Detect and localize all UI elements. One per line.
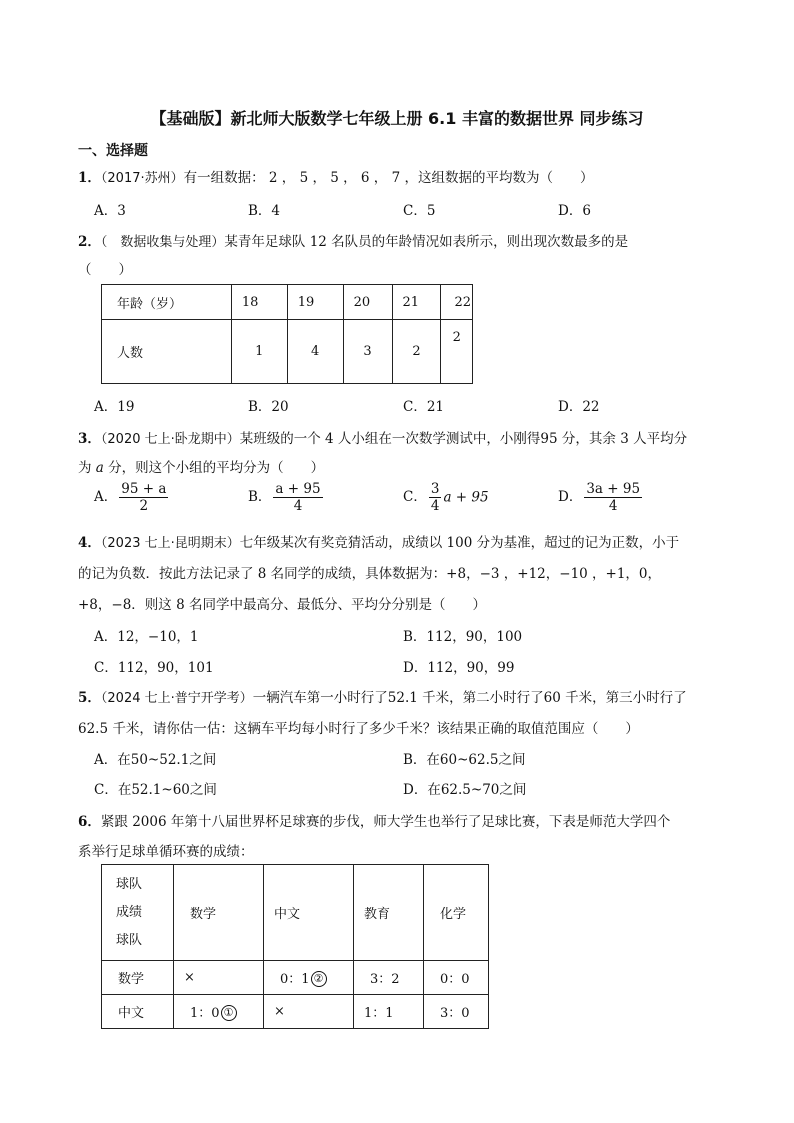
- question-1: [78, 166, 593, 186]
- fraction: [119, 481, 168, 514]
- q3-option-c: [403, 481, 489, 514]
- circled-number-icon: ②: [311, 971, 327, 987]
- denominator: 4: [293, 498, 303, 514]
- q5-option-b: B．在60~62.5之间: [403, 752, 526, 768]
- fraction: [429, 481, 442, 514]
- result-cell: [264, 961, 354, 995]
- denominator: 4: [430, 498, 440, 514]
- question-source: （2023 七上·昆明期末）: [100, 536, 240, 551]
- result-cell: ×: [174, 961, 264, 995]
- q5-option-d: D．在62.5~70之间: [403, 782, 527, 798]
- question-3: [78, 427, 687, 447]
- circled-number-icon: ①: [221, 1005, 237, 1021]
- q4-option-b: B．112，90，100: [403, 629, 523, 645]
- question-source: （ 数据收集与处理）: [100, 235, 225, 250]
- q4-option-a: A．12，−10，1: [94, 629, 199, 645]
- numerator: a + 95: [275, 481, 321, 497]
- question-number: 3．: [78, 431, 101, 447]
- question-stem: 某青年足球队 12 名队员的年龄情况如表所示，则出现次数最多的是: [224, 234, 629, 250]
- q4-option-c: C．112，90，101: [94, 660, 214, 676]
- corner-label: 球队: [116, 932, 143, 948]
- age-cell: 20: [343, 285, 392, 320]
- question-stem: 某班级的一个 4 人小组在一次数学测试中，小刚得95 分，其余 3 人平均分: [239, 431, 688, 447]
- question-stem: 紧跟 2006 年第十八届世界杯足球赛的步伐，师大学生也举行了足球比赛，下表是师范大学四个: [100, 814, 671, 830]
- question-stem: 一辆汽车第一小时行了52.1 千米，第二小时行了60 千米，第三小时行了: [252, 690, 687, 706]
- option-label: C．: [403, 489, 427, 505]
- option-label: A．: [94, 489, 118, 505]
- denominator: 4: [608, 498, 618, 514]
- count-cell: 2: [441, 320, 473, 384]
- count-cell: 3: [343, 320, 392, 384]
- question-stem: 有一组数据： 2 ， 5 ， 5 ， 6 ， 7 ，这组数据的平均数为（ ）: [183, 170, 594, 186]
- result-cell: ×: [264, 995, 354, 1029]
- result-cell: [174, 995, 264, 1029]
- question-source: （2024 七上·普宁开学考）: [100, 691, 253, 706]
- question-2: [78, 230, 628, 250]
- question-3-line-2: [78, 456, 324, 476]
- age-cell: 22: [441, 285, 473, 320]
- q2-option-a: A．19: [94, 399, 135, 415]
- option-label: B．: [248, 489, 272, 505]
- question-2-answer-blank: （ ）: [78, 262, 132, 278]
- age-cell: 21: [392, 285, 441, 320]
- row-header-cell: 中文: [102, 995, 174, 1029]
- fraction: [273, 481, 322, 514]
- variable-a: a: [95, 460, 104, 476]
- corner-label: 球队: [116, 876, 143, 892]
- question-source: （2020 七上·卧龙期中）: [100, 432, 240, 447]
- q5-option-a: A．在50~52.1之间: [94, 752, 217, 768]
- column-header-cell: 教育: [354, 865, 424, 961]
- q3-option-a: [94, 481, 170, 514]
- age-table: [101, 284, 473, 384]
- numerator: 3a + 95: [586, 481, 641, 497]
- q5-option-c: C．在52.1~60之间: [94, 782, 217, 798]
- result-cell: 3：0: [424, 995, 489, 1029]
- question-number: 2．: [78, 234, 101, 250]
- q3-option-b: [248, 481, 325, 514]
- column-header-cell: 数学: [174, 865, 264, 961]
- numerator: 95 + a: [121, 481, 167, 497]
- q1-option-d: D．6: [558, 203, 591, 219]
- q2-option-d: D．22: [558, 399, 600, 415]
- column-header-cell: 中文: [264, 865, 354, 961]
- stem-text: 为: [78, 460, 92, 476]
- expression-rest: a + 95: [443, 489, 489, 506]
- result-cell: 0：0: [424, 961, 489, 995]
- numerator: 3: [430, 481, 440, 497]
- q1-option-a: A．3: [94, 203, 126, 219]
- q2-option-c: C．21: [403, 399, 445, 415]
- result-cell: 3：2: [354, 961, 424, 995]
- age-header-cell: 年龄（岁）: [102, 285, 232, 320]
- question-6-line-2: 系举行足球单循环赛的成绩：: [78, 844, 254, 860]
- count-header-cell: 人数: [102, 320, 232, 384]
- score-text: 1：0: [190, 1005, 220, 1021]
- option-label: D．: [558, 489, 583, 505]
- section-heading: 一、选择题: [78, 143, 148, 159]
- question-4-line-2: 的记为负数．按此方法记录了 8 名同学的成绩，具体数据为：+8，−3 ，+12，−10 ，+1，0，: [78, 566, 662, 582]
- count-cell: 2: [392, 320, 441, 384]
- question-6: [78, 810, 670, 830]
- question-number: 6．: [78, 814, 101, 830]
- denominator: 2: [139, 498, 149, 514]
- count-cell: 4: [287, 320, 343, 384]
- question-stem: 七年级某次有奖竞猜活动，成绩以 100 分为基准，超过的记为正数，小于: [239, 535, 680, 551]
- question-source: （2017·苏州）: [100, 171, 184, 186]
- corner-label: 成绩: [116, 904, 143, 920]
- q2-option-b: B．20: [248, 399, 289, 415]
- row-header-cell: 数学: [102, 961, 174, 995]
- score-text: 0：1: [280, 971, 310, 987]
- question-number: 4．: [78, 535, 101, 551]
- q1-option-b: B．4: [248, 203, 281, 219]
- q1-option-c: C．5: [403, 203, 436, 219]
- match-results-table: [101, 864, 489, 1029]
- question-4-line-3: +8，−8．则这 8 名同学中最高分、最低分、平均分分别是（ ）: [78, 597, 486, 613]
- result-cell: 1：1: [354, 995, 424, 1029]
- question-5-line-2: 62.5 千米，请你估一估：这辆车平均每小时行了多少千米？该结果正确的取值范围应（ ）: [78, 721, 639, 737]
- age-cell: 18: [231, 285, 287, 320]
- fraction: [584, 481, 642, 514]
- column-header-cell: 化学: [424, 865, 489, 961]
- question-number: 1．: [78, 170, 101, 186]
- page-title: 【基础版】新北师大版数学七年级上册 6.1 丰富的数据世界 同步练习: [150, 109, 644, 128]
- corner-header-cell: [102, 865, 174, 961]
- question-5: [78, 686, 687, 706]
- question-number: 5．: [78, 690, 101, 706]
- q4-option-d: D．112，90，99: [403, 660, 515, 676]
- question-4: [78, 531, 679, 551]
- count-cell: 1: [231, 320, 287, 384]
- age-cell: 19: [287, 285, 343, 320]
- q3-option-d: [558, 481, 644, 514]
- stem-text: 分，则这个小组的平均分为（ ）: [108, 460, 325, 476]
